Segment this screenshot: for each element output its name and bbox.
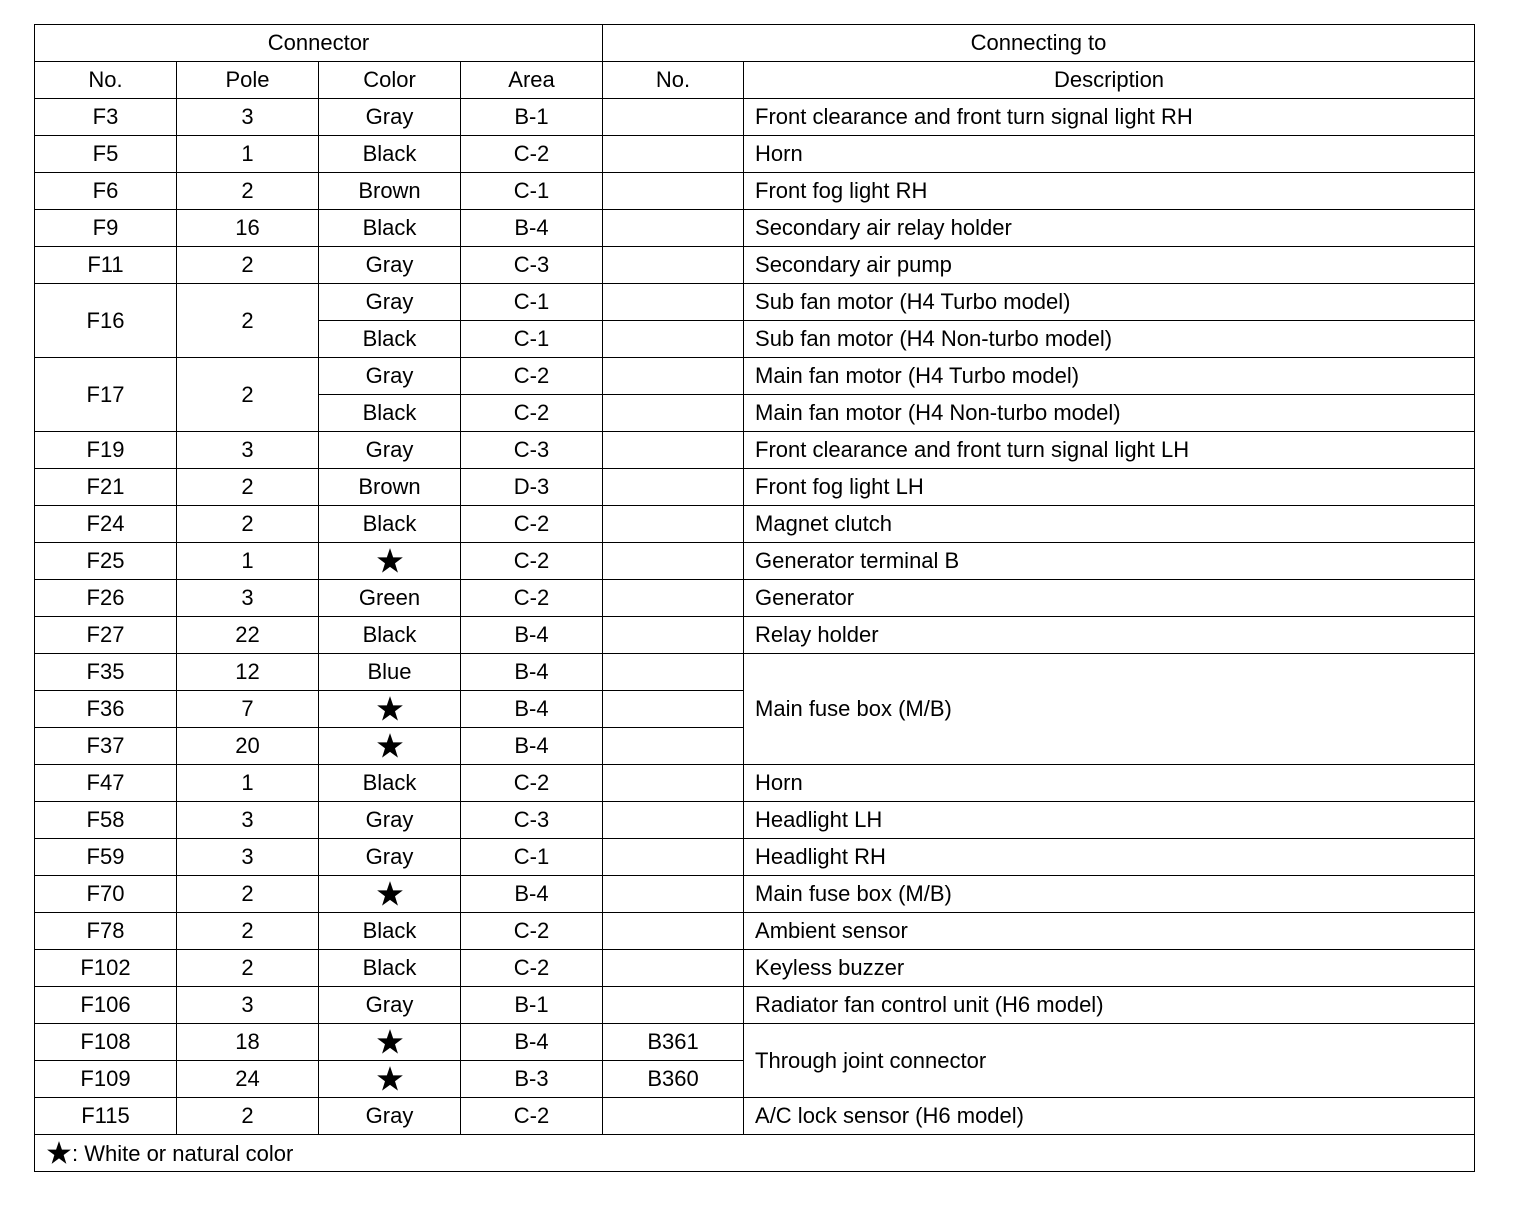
no-cell: F102 (35, 950, 177, 987)
area-cell: C-2 (461, 543, 603, 580)
column-header-row (35, 62, 1475, 99)
no-cell: F70 (35, 876, 177, 913)
description-cell: Keyless buzzer (744, 950, 1475, 987)
area-cell: C-2 (461, 580, 603, 617)
description-cell: Main fuse box (M/B) (744, 654, 1475, 765)
no-cell: F21 (35, 469, 177, 506)
pole-cell: 2 (177, 247, 319, 284)
area-cell: C-2 (461, 765, 603, 802)
table-row (35, 876, 1475, 913)
area-cell: C-3 (461, 802, 603, 839)
table-row (35, 654, 1475, 691)
area-cell: C-2 (461, 506, 603, 543)
to-no-cell: B360 (603, 1061, 744, 1098)
table-row (35, 99, 1475, 136)
color-cell: Gray (319, 802, 461, 839)
table-row (35, 543, 1475, 580)
no-cell: F106 (35, 987, 177, 1024)
description-cell: Secondary air pump (744, 247, 1475, 284)
star-icon (376, 547, 404, 575)
pole-cell: 1 (177, 543, 319, 580)
color-cell: Black (319, 506, 461, 543)
color-cell: Gray (319, 839, 461, 876)
color-cell: Gray (319, 284, 461, 321)
table-row (35, 432, 1475, 469)
area-cell: C-3 (461, 432, 603, 469)
pole-cell: 1 (177, 136, 319, 173)
area-cell: C-1 (461, 321, 603, 358)
area-cell: B-4 (461, 728, 603, 765)
to-no-cell (603, 136, 744, 173)
to-no-cell (603, 321, 744, 358)
color-cell: Gray (319, 99, 461, 136)
no-cell: F3 (35, 99, 177, 136)
area-cell: D-3 (461, 469, 603, 506)
description-cell: Sub fan motor (H4 Non-turbo model) (744, 321, 1475, 358)
group-header-row (35, 25, 1475, 62)
color-cell: Black (319, 321, 461, 358)
star-icon (376, 695, 404, 723)
to-no-cell (603, 987, 744, 1024)
area-cell: B-4 (461, 876, 603, 913)
area-cell: C-2 (461, 913, 603, 950)
no-cell: F78 (35, 913, 177, 950)
area-cell: B-4 (461, 210, 603, 247)
to-no-cell (603, 802, 744, 839)
star-icon (376, 732, 404, 760)
description-cell: Radiator fan control unit (H6 model) (744, 987, 1475, 1024)
no-cell: F108 (35, 1024, 177, 1061)
connector-table (34, 24, 1475, 1172)
color-cell: Black (319, 617, 461, 654)
description-cell: Front clearance and front turn signal light LH (744, 432, 1475, 469)
description-cell: Horn (744, 136, 1475, 173)
no-cell: F19 (35, 432, 177, 469)
pole-cell: 2 (177, 950, 319, 987)
pole-cell: 24 (177, 1061, 319, 1098)
pole-cell: 1 (177, 765, 319, 802)
column-header-pole: Pole (177, 62, 319, 99)
area-cell: C-3 (461, 247, 603, 284)
area-cell: B-1 (461, 99, 603, 136)
no-cell: F115 (35, 1098, 177, 1135)
pole-cell: 3 (177, 432, 319, 469)
to-no-cell (603, 506, 744, 543)
color-cell: Gray (319, 1098, 461, 1135)
description-cell: Main fan motor (H4 Non-turbo model) (744, 395, 1475, 432)
to-no-cell (603, 765, 744, 802)
color-cell: Gray (319, 432, 461, 469)
area-cell: B-4 (461, 617, 603, 654)
area-cell: B-3 (461, 1061, 603, 1098)
star-icon (376, 1028, 404, 1056)
color-cell: Gray (319, 247, 461, 284)
description-cell: Through joint connector (744, 1024, 1475, 1098)
no-cell: F11 (35, 247, 177, 284)
description-cell: Generator terminal B (744, 543, 1475, 580)
table-row (35, 358, 1475, 395)
no-cell: F17 (35, 358, 177, 432)
color-cell: Black (319, 136, 461, 173)
group-header-connector: Connector (35, 25, 603, 62)
table-row (35, 173, 1475, 210)
no-cell: F24 (35, 506, 177, 543)
area-cell: B-4 (461, 691, 603, 728)
area-cell: C-1 (461, 284, 603, 321)
area-cell: C-1 (461, 839, 603, 876)
pole-cell: 18 (177, 1024, 319, 1061)
pole-cell: 3 (177, 839, 319, 876)
pole-cell: 3 (177, 99, 319, 136)
to-no-cell (603, 839, 744, 876)
color-cell: Black (319, 950, 461, 987)
to-no-cell (603, 913, 744, 950)
color-cell: Black (319, 913, 461, 950)
table-row (35, 765, 1475, 802)
to-no-cell (603, 99, 744, 136)
pole-cell: 2 (177, 1098, 319, 1135)
to-no-cell (603, 617, 744, 654)
color-cell: Green (319, 580, 461, 617)
to-no-cell (603, 1098, 744, 1135)
star-icon (376, 880, 404, 908)
color-cell (319, 1061, 461, 1098)
group-header-connecting-to: Connecting to (603, 25, 1475, 62)
color-cell (319, 543, 461, 580)
description-cell: Headlight RH (744, 839, 1475, 876)
no-cell: F58 (35, 802, 177, 839)
pole-cell: 22 (177, 617, 319, 654)
no-cell: F6 (35, 173, 177, 210)
area-cell: C-1 (461, 173, 603, 210)
no-cell: F27 (35, 617, 177, 654)
to-no-cell: B361 (603, 1024, 744, 1061)
footnote-row (35, 1135, 1475, 1172)
no-cell: F47 (35, 765, 177, 802)
table-row (35, 247, 1475, 284)
no-cell: F25 (35, 543, 177, 580)
table-row (35, 802, 1475, 839)
pole-cell: 16 (177, 210, 319, 247)
description-cell: Front clearance and front turn signal light RH (744, 99, 1475, 136)
description-cell: Horn (744, 765, 1475, 802)
description-cell: Generator (744, 580, 1475, 617)
description-cell: Relay holder (744, 617, 1475, 654)
area-cell: B-4 (461, 1024, 603, 1061)
color-cell: Gray (319, 987, 461, 1024)
pole-cell: 2 (177, 358, 319, 432)
to-no-cell (603, 469, 744, 506)
area-cell: C-2 (461, 950, 603, 987)
description-cell: Secondary air relay holder (744, 210, 1475, 247)
no-cell: F59 (35, 839, 177, 876)
star-icon (46, 1140, 72, 1166)
table-row (35, 617, 1475, 654)
color-cell: Brown (319, 173, 461, 210)
description-cell: Magnet clutch (744, 506, 1475, 543)
column-header-to-no: No. (603, 62, 744, 99)
no-cell: F9 (35, 210, 177, 247)
to-no-cell (603, 691, 744, 728)
to-no-cell (603, 876, 744, 913)
column-header-area: Area (461, 62, 603, 99)
table-row (35, 506, 1475, 543)
area-cell: B-1 (461, 987, 603, 1024)
area-cell: C-2 (461, 1098, 603, 1135)
color-cell (319, 728, 461, 765)
pole-cell: 2 (177, 876, 319, 913)
pole-cell: 20 (177, 728, 319, 765)
table-row (35, 950, 1475, 987)
pole-cell: 2 (177, 913, 319, 950)
to-no-cell (603, 950, 744, 987)
to-no-cell (603, 358, 744, 395)
area-cell: C-2 (461, 136, 603, 173)
table-row (35, 580, 1475, 617)
description-cell: Front fog light RH (744, 173, 1475, 210)
no-cell: F5 (35, 136, 177, 173)
table-row (35, 284, 1475, 321)
column-header-description: Description (744, 62, 1475, 99)
to-no-cell (603, 728, 744, 765)
to-no-cell (603, 543, 744, 580)
to-no-cell (603, 395, 744, 432)
to-no-cell (603, 432, 744, 469)
pole-cell: 7 (177, 691, 319, 728)
area-cell: C-2 (461, 358, 603, 395)
no-cell: F35 (35, 654, 177, 691)
description-cell: Main fuse box (M/B) (744, 876, 1475, 913)
footnote-text: : White or natural color (72, 1141, 294, 1166)
color-cell: Black (319, 765, 461, 802)
no-cell: F16 (35, 284, 177, 358)
to-no-cell (603, 284, 744, 321)
no-cell: F26 (35, 580, 177, 617)
area-cell: B-4 (461, 654, 603, 691)
pole-cell: 12 (177, 654, 319, 691)
column-header-no: No. (35, 62, 177, 99)
table-row (35, 469, 1475, 506)
to-no-cell (603, 580, 744, 617)
no-cell: F37 (35, 728, 177, 765)
color-cell: Brown (319, 469, 461, 506)
table-row (35, 913, 1475, 950)
description-cell: Headlight LH (744, 802, 1475, 839)
table-body (35, 99, 1475, 1135)
table-row (35, 136, 1475, 173)
to-no-cell (603, 247, 744, 284)
pole-cell: 2 (177, 469, 319, 506)
footnote (35, 1135, 1475, 1172)
description-cell: Sub fan motor (H4 Turbo model) (744, 284, 1475, 321)
table-row (35, 987, 1475, 1024)
table-row (35, 839, 1475, 876)
no-cell: F109 (35, 1061, 177, 1098)
color-cell (319, 691, 461, 728)
color-cell (319, 876, 461, 913)
color-cell (319, 1024, 461, 1061)
color-cell: Black (319, 210, 461, 247)
area-cell: C-2 (461, 395, 603, 432)
pole-cell: 3 (177, 802, 319, 839)
to-no-cell (603, 210, 744, 247)
table-row (35, 1024, 1475, 1061)
color-cell: Blue (319, 654, 461, 691)
description-cell: Main fan motor (H4 Turbo model) (744, 358, 1475, 395)
to-no-cell (603, 654, 744, 691)
description-cell: A/C lock sensor (H6 model) (744, 1098, 1475, 1135)
column-header-color: Color (319, 62, 461, 99)
table-row (35, 210, 1475, 247)
star-icon (376, 1065, 404, 1093)
pole-cell: 3 (177, 987, 319, 1024)
no-cell: F36 (35, 691, 177, 728)
pole-cell: 2 (177, 284, 319, 358)
pole-cell: 2 (177, 173, 319, 210)
pole-cell: 3 (177, 580, 319, 617)
table-row (35, 1098, 1475, 1135)
color-cell: Gray (319, 358, 461, 395)
color-cell: Black (319, 395, 461, 432)
pole-cell: 2 (177, 506, 319, 543)
to-no-cell (603, 173, 744, 210)
description-cell: Front fog light LH (744, 469, 1475, 506)
description-cell: Ambient sensor (744, 913, 1475, 950)
